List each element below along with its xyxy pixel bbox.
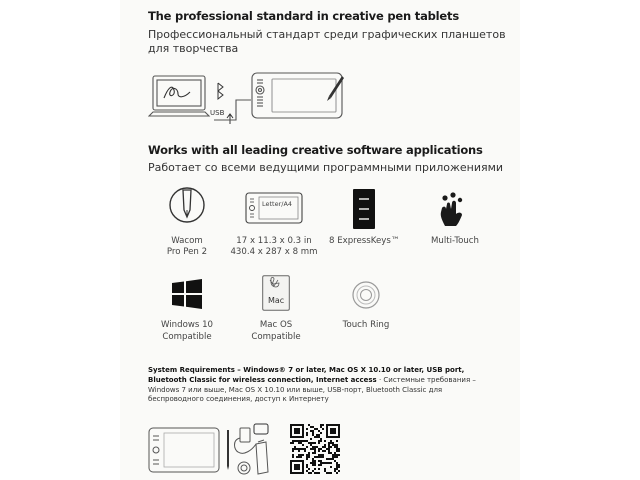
tablet-contents-icon bbox=[149, 428, 219, 472]
tagline-russian-line1: Профессиональный стандарт среди графических планшетов bbox=[148, 28, 506, 41]
bluetooth-icon bbox=[218, 83, 223, 99]
windows-logo-icon bbox=[172, 279, 202, 309]
tablet-size-icon bbox=[245, 192, 303, 224]
feature-windows-line1: Windows 10 bbox=[160, 320, 214, 330]
feature-macos-line1: Mac OS bbox=[259, 320, 293, 330]
feature-expresskeys-label: 8 ExpressKeys™ bbox=[329, 236, 400, 246]
cable-contents-icon bbox=[235, 424, 269, 453]
system-requirements-english: System Requirements – Windows® 7 or later, Mac OS X 10.10 or later, USB port, Bluetooth Classic for wireless connection, Internet access bbox=[148, 366, 465, 384]
feature-pen-line2: Pro Pen 2 bbox=[166, 247, 208, 257]
compatibility-heading-english: Works with all leading creative software applications bbox=[148, 143, 483, 157]
tagline-russian-line2: для творчества bbox=[148, 42, 239, 55]
tablet-size-label: Letter/A4 bbox=[262, 200, 293, 208]
usb-icon bbox=[227, 114, 233, 124]
feature-windows-line2: Compatible bbox=[162, 332, 212, 342]
expresskeys-icon bbox=[353, 189, 375, 229]
mac-os-icon bbox=[262, 275, 290, 311]
touch-ring-icon bbox=[351, 280, 381, 310]
pen-contents-icon bbox=[227, 430, 229, 470]
feature-macos-line2: Compatible bbox=[251, 332, 301, 342]
usb-label: USB bbox=[210, 109, 225, 117]
quick-start-guide-icon bbox=[256, 440, 268, 474]
system-requirements bbox=[148, 366, 496, 405]
mac-icon-label: Mac bbox=[268, 296, 285, 305]
connection-illustration bbox=[148, 70, 388, 130]
feature-size-mm: 430.4 x 287 x 8 mm bbox=[230, 247, 318, 257]
packaging-panel bbox=[120, 0, 520, 480]
qr-code bbox=[290, 424, 340, 474]
feature-pen-line1: Wacom bbox=[171, 236, 203, 246]
system-requirements-russian: · Системные требования – Windows 7 или выше, Mac OS X 10.10 или выше, USB-порт, Bluetooth Classic для беспроводного соединения, доступ к Интернету bbox=[148, 375, 476, 404]
box-contents-illustration bbox=[148, 418, 288, 478]
feature-size-inches: 17 x 11.3 x 0.3 in bbox=[236, 236, 312, 246]
tagline-english: The professional standard in creative pen tablets bbox=[148, 9, 459, 23]
pen-icon bbox=[168, 186, 206, 224]
tablet-illustration bbox=[252, 73, 342, 118]
feature-touchring-label: Touch Ring bbox=[342, 320, 390, 330]
feature-multitouch-label: Multi-Touch bbox=[431, 236, 479, 246]
laptop-icon bbox=[149, 76, 209, 116]
compatibility-heading-russian: Работает со всеми ведущими программными приложениями bbox=[148, 161, 504, 174]
pen-stand-icon bbox=[238, 462, 250, 474]
multi-touch-icon bbox=[436, 190, 466, 228]
